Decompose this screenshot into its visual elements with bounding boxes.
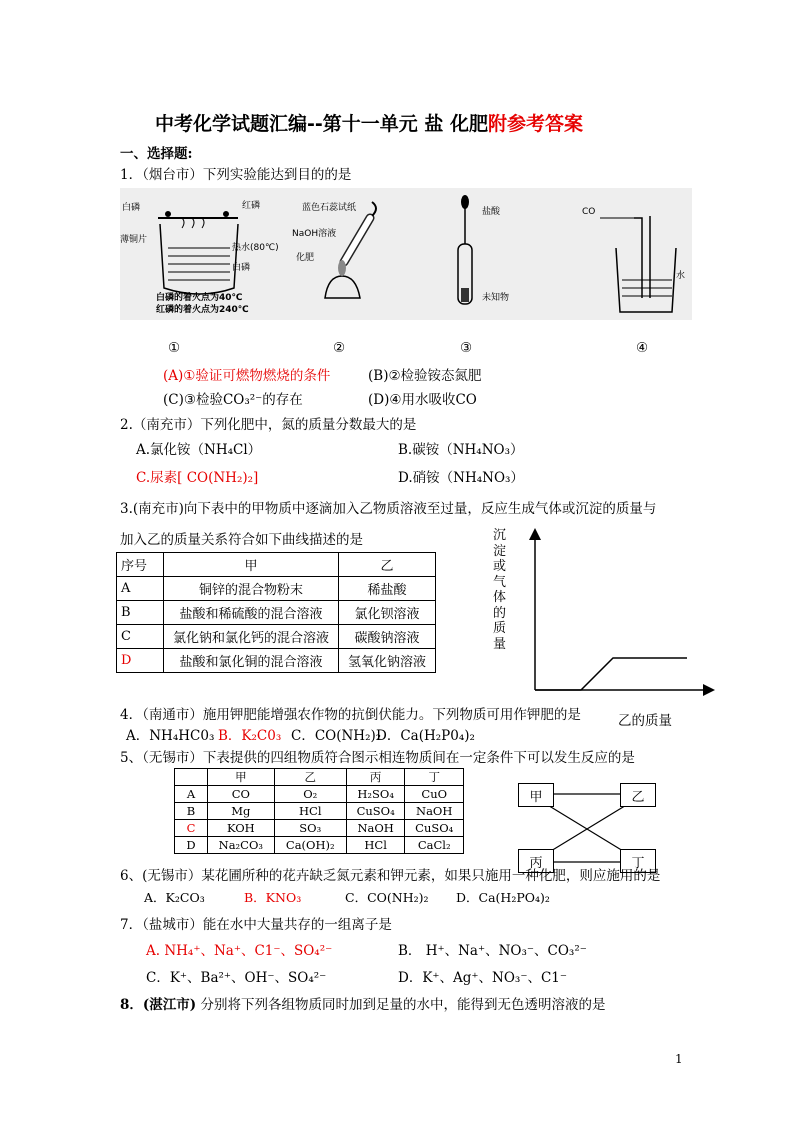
q7-option-a: A. NH₄⁺、Na⁺、C1⁻、SO₄²⁻	[146, 943, 333, 959]
fig-num-4: ④	[636, 340, 649, 356]
section-heading: 一、选择题:	[120, 146, 193, 162]
q4-option-d: D．Ca(H₂P0₄)₂	[376, 728, 475, 744]
page-title	[155, 109, 583, 136]
table-row	[117, 577, 436, 601]
diagram-box-bing: 丙	[518, 849, 554, 873]
table-row	[175, 803, 464, 820]
y-label-char: 量	[493, 636, 507, 652]
fig1-label-3: 薄铜片	[120, 235, 148, 245]
q1-option-b: (B)②检验铵态氮肥	[368, 368, 482, 384]
y-label-char: 气	[493, 574, 507, 590]
table-cell: 氯化钡溶液	[339, 601, 436, 625]
graph-x-label: 乙的质量	[618, 713, 672, 729]
q7-option-c: C．K⁺、Ba²⁺、OH⁻、SO₄²⁻	[146, 970, 327, 986]
table-row	[175, 786, 464, 803]
q6-option-a: A．K₂CO₃	[144, 890, 205, 905]
table-row	[117, 625, 436, 649]
table-header-cell: 丁	[405, 769, 464, 786]
q2-option-b: B.碳铵（NH₄NO₃）	[398, 442, 524, 458]
fig2-label-3: 化肥	[296, 253, 315, 263]
fig1-label-2: 红磷	[242, 201, 261, 211]
table-cell: NaOH	[346, 820, 405, 837]
table-header-cell	[175, 769, 208, 786]
q7-option-d: D．K⁺、Ag⁺、NO₃⁻、C1⁻	[398, 970, 568, 986]
table-header-cell: 甲	[208, 769, 275, 786]
table-header-cell: 甲	[164, 553, 339, 577]
table-row	[117, 601, 436, 625]
q1-option-c: (C)③检验CO₃²⁻的存在	[163, 392, 303, 408]
q7-stem: 7．（盐城市）能在水中大量共存的一组离子是	[120, 917, 392, 933]
graph-y-label	[493, 528, 509, 652]
fig4-label-2: 水	[676, 271, 686, 281]
q8-text: 分别将下列各组物质同时加到足量的水中，能得到无色透明溶液的是	[200, 997, 606, 1013]
fig1-label-1: 白磷	[122, 203, 141, 213]
diagram-box-jia: 甲	[518, 783, 554, 807]
q7-option-b: B． H⁺、Na⁺、NO₃⁻、CO₃²⁻	[398, 943, 587, 959]
table-cell: B	[175, 803, 208, 820]
table-header-cell: 丙	[346, 769, 405, 786]
q4-stem: 4．（南通市）施用钾肥能增强农作物的抗倒伏能力。下列物质可用作钾肥的是	[120, 707, 581, 723]
q3-curve-graph	[515, 528, 715, 700]
fig2-label-1: 蓝色石蕊试纸	[302, 203, 357, 213]
table-cell: CuSO₄	[405, 820, 464, 837]
fig1-label-5: 白磷	[232, 263, 251, 273]
q8-stem	[120, 993, 605, 1013]
table-header-cell: 乙	[339, 553, 436, 577]
q1-option-d: (D)④用水吸收CO	[368, 392, 477, 408]
table-row	[117, 649, 436, 673]
fig2-label-2: NaOH溶液	[292, 229, 337, 239]
y-label-char: 质	[493, 621, 507, 636]
q3-stem-line1: 3.(南充市)向下表中的甲物质中逐滴加入乙物质溶液至过量，反应生成气体或沉淀的质量与	[120, 501, 657, 517]
fig-num-3: ③	[460, 340, 473, 356]
table-row	[175, 837, 464, 854]
table-cell: HCl	[274, 803, 346, 820]
table-header-row	[117, 553, 436, 577]
table-cell: CaCl₂	[405, 837, 464, 854]
table-cell: SO₃	[274, 820, 346, 837]
table-cell: NaOH	[405, 803, 464, 820]
table-cell: 盐酸和氯化铜的混合溶液	[164, 649, 339, 673]
reaction-curve	[535, 658, 687, 690]
table-cell: CuSO₄	[346, 803, 405, 820]
q1-option-a: (A)①验证可燃物燃烧的条件	[163, 368, 331, 384]
q2-option-a: A.氯化铵（NH₄Cl）	[136, 442, 262, 458]
table-cell: KOH	[208, 820, 275, 837]
y-label-char: 沉	[493, 528, 507, 543]
q4-option-c: C．CO(NH₂)₂	[291, 728, 382, 744]
table-cell: D	[175, 837, 208, 854]
q2-stem: 2.（南充市）下列化肥中，氮的质量分数最大的是	[120, 417, 417, 433]
q5-stem: 5、（无锡市）下表提供的四组物质符合图示相连物质间在一定条件下可以发生反应的是	[120, 750, 635, 766]
table-cell: Na₂CO₃	[208, 837, 275, 854]
table-row	[175, 820, 464, 837]
q4-option-b: B．K₂C0₃	[218, 728, 282, 744]
q5-table	[174, 768, 464, 854]
q1-stem: 1．（烟台市）下列实验能达到目的的是	[120, 167, 352, 183]
q3-stem-line2: 加入乙的质量关系符合如下曲线描述的是	[120, 532, 363, 548]
q8-number: 8．	[120, 997, 143, 1013]
table-cell: 碳酸钠溶液	[339, 625, 436, 649]
fig-num-2: ②	[333, 340, 346, 356]
q6-option-c: C．CO(NH₂)₂	[345, 890, 429, 905]
table-cell: 盐酸和稀硫酸的混合溶液	[164, 601, 339, 625]
table-cell: 铜锌的混合物粉末	[164, 577, 339, 601]
table-cell: O₂	[274, 786, 346, 803]
table-cell: Mg	[208, 803, 275, 820]
table-cell: 氢氧化钠溶液	[339, 649, 436, 673]
q3-table	[116, 552, 436, 673]
q6-option-b: B．KNO₃	[244, 890, 302, 905]
fig1-label-4: 热水(80℃)	[232, 243, 279, 253]
table-cell: CO	[208, 786, 275, 803]
table-cell: 氯化钠和氯化钙的混合溶液	[164, 625, 339, 649]
diagram-box-yi: 乙	[620, 783, 656, 807]
table-cell: Ca(OH)₂	[274, 837, 346, 854]
y-label-char: 的	[493, 605, 507, 621]
title-main: 中考化学试题汇编--第十一单元 盐 化肥	[155, 113, 489, 135]
table-header-cell: 乙	[274, 769, 346, 786]
table-cell-answer: C	[175, 820, 208, 837]
table-cell: CuO	[405, 786, 464, 803]
page-number: 1	[675, 1052, 683, 1066]
table-cell: HCl	[346, 837, 405, 854]
q8-source: (湛江市)	[142, 997, 197, 1013]
diagram-box-ding: 丁	[620, 849, 656, 873]
table-cell: 稀盐酸	[339, 577, 436, 601]
table-cell-answer: D	[117, 649, 164, 673]
y-label-char: 或	[493, 559, 507, 574]
fig3-label-2: 未知物	[482, 293, 510, 303]
q2-option-d: D.硝铵（NH₄NO₃）	[398, 470, 524, 486]
y-label-char: 淀	[493, 543, 507, 559]
q6-stem: 6、(无锡市）某花圃所种的花卉缺乏氮元素和钾元素，如果只施用一种化肥，则应施用的是	[120, 868, 661, 884]
fig1-label-6: 白磷的着火点为40℃	[156, 293, 243, 303]
q1-figure	[120, 188, 692, 320]
title-answer: 附参考答案	[488, 113, 584, 135]
table-header-cell: 序号	[117, 553, 164, 577]
fig1-label-7: 红磷的着火点为240℃	[156, 305, 249, 315]
fig3-label-1: 盐酸	[482, 207, 501, 217]
y-label-char: 体	[493, 590, 507, 605]
q6-option-d: D．Ca(H₂PO₄)₂	[456, 890, 550, 905]
q4-option-a: A．NH₄HC0₃	[126, 728, 215, 744]
table-cell: B	[117, 601, 164, 625]
fig4-label-1: CO	[582, 207, 596, 217]
fig-num-1: ①	[168, 340, 181, 356]
table-cell: A	[117, 577, 164, 601]
table-header-row	[175, 769, 464, 786]
table-cell: A	[175, 786, 208, 803]
q2-option-c: C.尿素[ CO(NH₂)₂]	[136, 470, 259, 486]
table-cell: H₂SO₄	[346, 786, 405, 803]
table-cell: C	[117, 625, 164, 649]
